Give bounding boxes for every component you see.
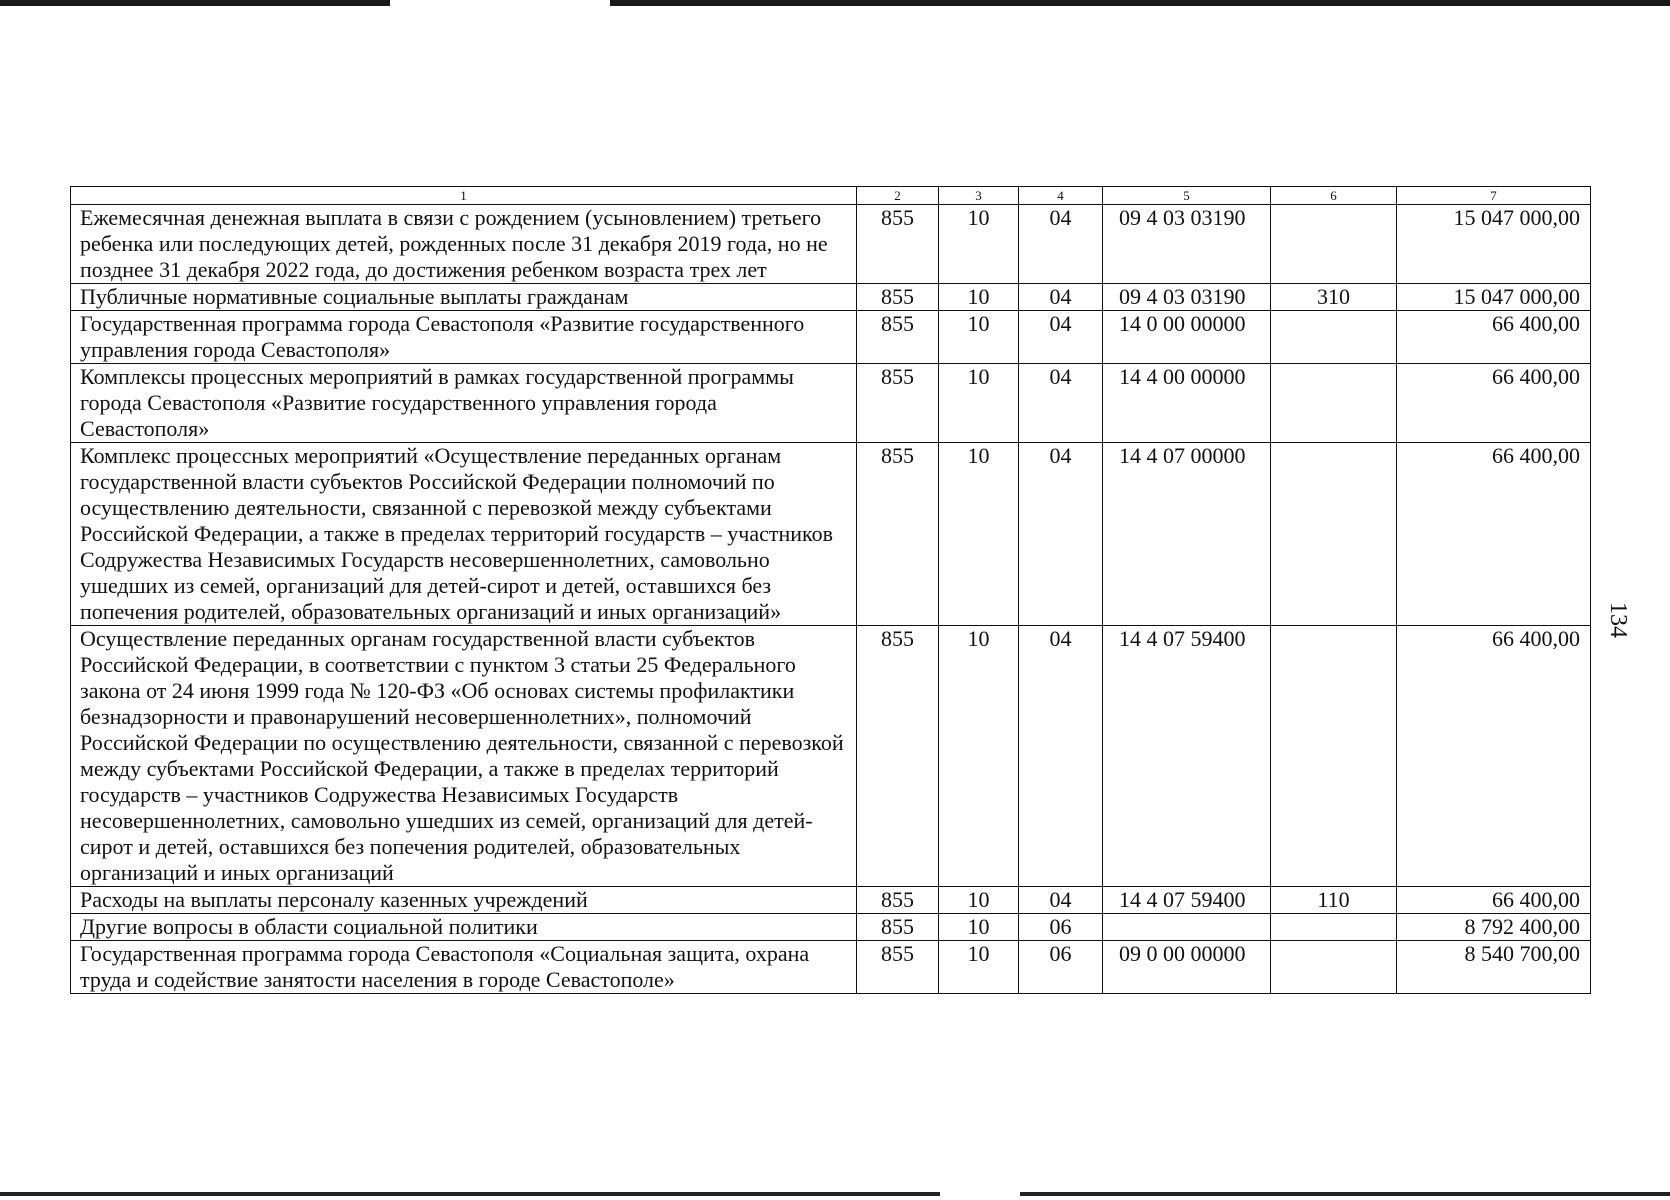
column-number: 4 (1019, 187, 1103, 205)
amount-cell: 66 400,00 (1397, 364, 1591, 443)
column-number: 3 (939, 187, 1019, 205)
expense-type-cell (1271, 205, 1397, 284)
column-number-row (71, 187, 1591, 205)
expense-type-cell (1271, 941, 1397, 994)
subsection-code-cell: 06 (1019, 941, 1103, 994)
section-code-cell: 10 (939, 284, 1019, 311)
target-article-cell: 14 4 00 00000 (1103, 364, 1271, 443)
table-row (71, 364, 1591, 443)
ministry-code-cell: 855 (857, 914, 939, 941)
subsection-code-cell: 04 (1019, 626, 1103, 887)
row-name-cell: Комплекс процессных мероприятий «Осуществление переданных органам государственной власти субъектов Российской Федерации полномочий по осуществлению деятельности, связанной с перевозкой между субъектами Российской Федерации, а также в пределах территорий государств – участников Содружества Независимых Государств несовершеннолетних, самовольно ушедших из семей, организаций для детей-сирот и детей, оставшихся без попечения родителей, образовательных организаций и иных организаций» (71, 443, 857, 626)
expense-type-cell (1271, 443, 1397, 626)
table-row (71, 205, 1591, 284)
section-code-cell: 10 (939, 887, 1019, 914)
column-number: 5 (1103, 187, 1271, 205)
expense-type-cell (1271, 914, 1397, 941)
target-article-cell: 14 4 07 00000 (1103, 443, 1271, 626)
expense-type-cell (1271, 626, 1397, 887)
row-name-cell: Комплексы процессных мероприятий в рамках государственной программы города Севастополя «Развитие государственного управления города Севастополя» (71, 364, 857, 443)
amount-cell: 66 400,00 (1397, 626, 1591, 887)
target-article-cell: 09 4 03 03190 (1103, 284, 1271, 311)
amount-cell: 66 400,00 (1397, 311, 1591, 364)
table-row (71, 941, 1591, 994)
amount-cell: 15 047 000,00 (1397, 284, 1591, 311)
subsection-code-cell: 04 (1019, 284, 1103, 311)
amount-cell: 15 047 000,00 (1397, 205, 1591, 284)
expense-type-cell (1271, 364, 1397, 443)
ministry-code-cell: 855 (857, 941, 939, 994)
table-row (71, 887, 1591, 914)
subsection-code-cell: 04 (1019, 443, 1103, 626)
ministry-code-cell: 855 (857, 284, 939, 311)
ministry-code-cell: 855 (857, 311, 939, 364)
scan-edge-bottom (0, 1192, 1670, 1196)
amount-cell: 8 540 700,00 (1397, 941, 1591, 994)
subsection-code-cell: 04 (1019, 205, 1103, 284)
budget-table (70, 186, 1591, 994)
target-article-cell: 09 0 00 00000 (1103, 941, 1271, 994)
ministry-code-cell: 855 (857, 205, 939, 284)
target-article-cell: 14 4 07 59400 (1103, 887, 1271, 914)
ministry-code-cell: 855 (857, 443, 939, 626)
target-article-cell: 09 4 03 03190 (1103, 205, 1271, 284)
table-row (71, 914, 1591, 941)
target-article-cell (1103, 914, 1271, 941)
ministry-code-cell: 855 (857, 364, 939, 443)
scan-edge-top (0, 0, 1670, 6)
expense-type-cell: 110 (1271, 887, 1397, 914)
table-row (71, 311, 1591, 364)
section-code-cell: 10 (939, 443, 1019, 626)
column-number: 1 (71, 187, 857, 205)
table-row (71, 284, 1591, 311)
ministry-code-cell: 855 (857, 626, 939, 887)
table-row (71, 626, 1591, 887)
row-name-cell: Ежемесячная денежная выплата в связи с рождением (усыновлением) третьего ребенка или последующих детей, рожденных после 31 декабря 2019 года, но не позднее 31 декабря 2022 года, до достижения ребенком возраста трех лет (71, 205, 857, 284)
row-name-cell: Публичные нормативные социальные выплаты гражданам (71, 284, 857, 311)
column-number: 7 (1397, 187, 1591, 205)
row-name-cell: Осуществление переданных органам государственной власти субъектов Российской Федерации, в соответствии с пунктом 3 статьи 25 Федерального закона от 24 июня 1999 года № 120-ФЗ «Об основах системы профилактики безнадзорности и правонарушений несовершеннолетних», полномочий Российской Федерации по осуществлению деятельности, связанной с перевозкой между субъектами Российской Федерации, а также в пределах территорий государств – участников Содружества Независимых Государств несовершеннолетних, самовольно ушедших из семей, организаций для детей-сирот и детей, оставшихся без попечения родителей, образовательных организаций и иных организаций (71, 626, 857, 887)
section-code-cell: 10 (939, 914, 1019, 941)
target-article-cell: 14 0 00 00000 (1103, 311, 1271, 364)
subsection-code-cell: 06 (1019, 914, 1103, 941)
table-row (71, 443, 1591, 626)
amount-cell: 66 400,00 (1397, 443, 1591, 626)
row-name-cell: Государственная программа города Севастополя «Развитие государственного управления города Севастополя» (71, 311, 857, 364)
expense-type-cell (1271, 311, 1397, 364)
section-code-cell: 10 (939, 364, 1019, 443)
target-article-cell: 14 4 07 59400 (1103, 626, 1271, 887)
expense-type-cell: 310 (1271, 284, 1397, 311)
row-name-cell: Расходы на выплаты персоналу казенных учреждений (71, 887, 857, 914)
section-code-cell: 10 (939, 626, 1019, 887)
section-code-cell: 10 (939, 205, 1019, 284)
row-name-cell: Другие вопросы в области социальной политики (71, 914, 857, 941)
row-name-cell: Государственная программа города Севастополя «Социальная защита, охрана труда и содействие занятости населения в городе Севастополе» (71, 941, 857, 994)
column-number: 6 (1271, 187, 1397, 205)
ministry-code-cell: 855 (857, 887, 939, 914)
subsection-code-cell: 04 (1019, 887, 1103, 914)
page-number: 134 (1605, 602, 1631, 638)
amount-cell: 8 792 400,00 (1397, 914, 1591, 941)
section-code-cell: 10 (939, 311, 1019, 364)
section-code-cell: 10 (939, 941, 1019, 994)
subsection-code-cell: 04 (1019, 364, 1103, 443)
column-number: 2 (857, 187, 939, 205)
subsection-code-cell: 04 (1019, 311, 1103, 364)
amount-cell: 66 400,00 (1397, 887, 1591, 914)
